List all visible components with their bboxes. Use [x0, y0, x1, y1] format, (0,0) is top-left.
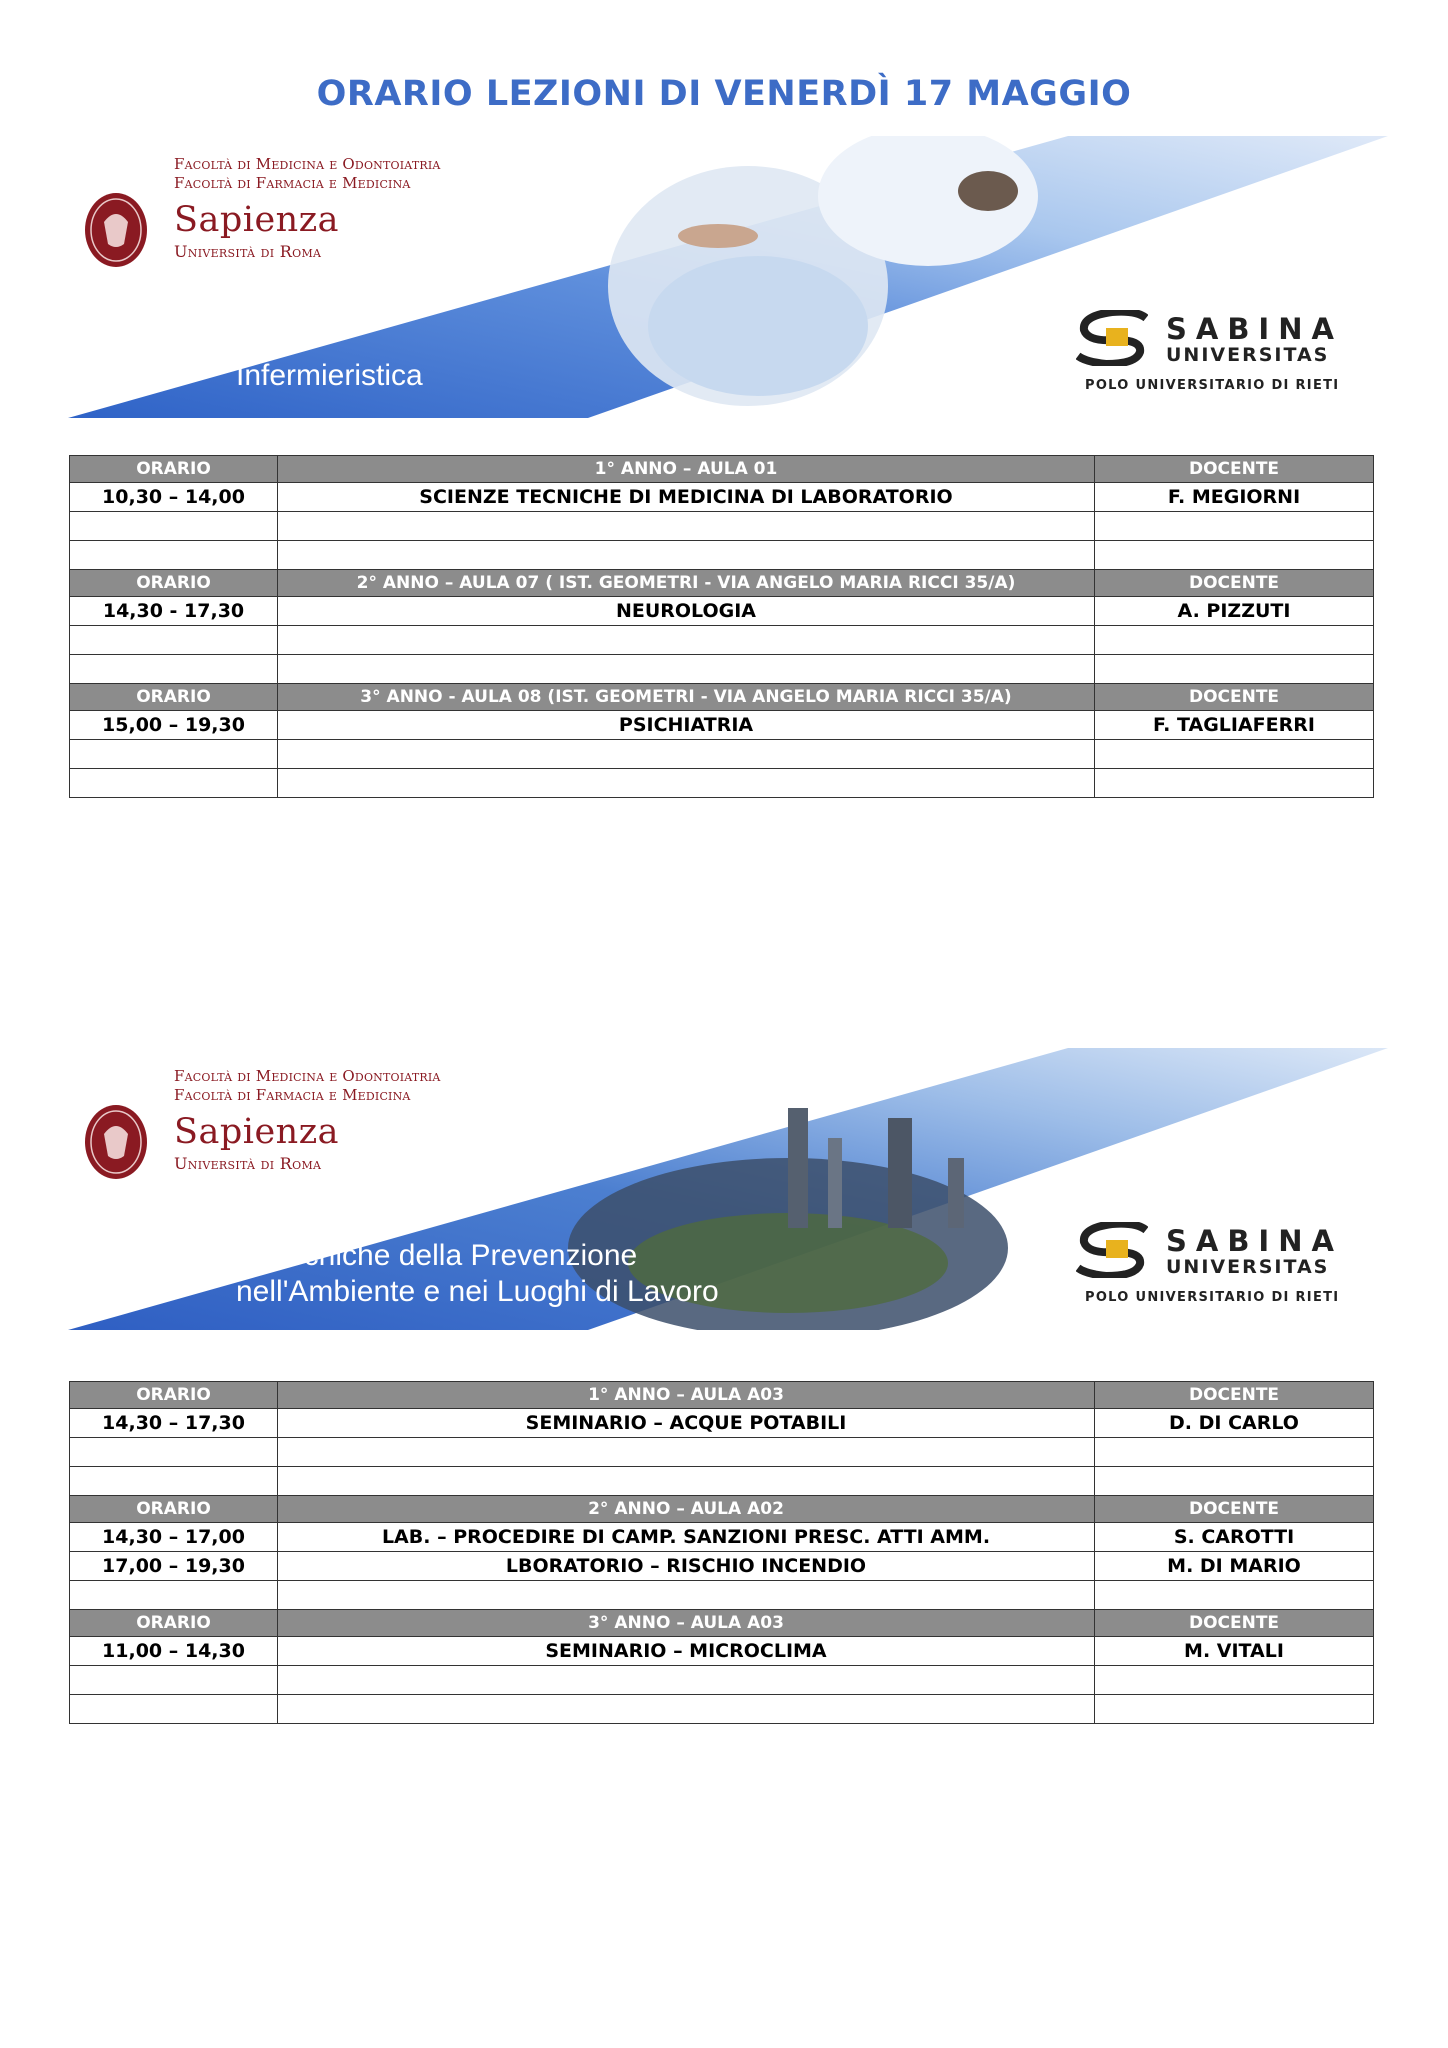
cell-docente: A. PIZZUTI — [1095, 597, 1374, 626]
cell-orario — [70, 1467, 278, 1496]
cell-docente: M. DI MARIO — [1095, 1552, 1374, 1581]
schedule-table-prevenzione — [69, 1381, 1374, 1724]
header-cell-orario: ORARIO — [70, 1496, 278, 1523]
university-name: Sapienza — [174, 200, 340, 240]
table-header-row — [70, 1610, 1374, 1637]
cell-lezione — [278, 541, 1095, 570]
header-cell-lezione: 3° ANNO - AULA 08 (IST. GEOMETRI - VIA ANGELO MARIA RICCI 35/A) — [278, 684, 1095, 711]
cell-lezione — [278, 512, 1095, 541]
cell-lezione — [278, 769, 1095, 798]
table-row — [70, 711, 1374, 740]
banner-prevenzione — [68, 1048, 1388, 1330]
partner-subtitle: UNIVERSITAS — [1166, 344, 1330, 366]
university-name: Sapienza — [174, 1112, 340, 1152]
cell-orario: 14,30 – 17,00 — [70, 1523, 278, 1552]
cell-orario: 11,00 – 14,30 — [70, 1637, 278, 1666]
table-row — [70, 1637, 1374, 1666]
header-cell-lezione: 3° ANNO – AULA A03 — [278, 1610, 1095, 1637]
university-subtitle: Università di Roma — [174, 1154, 322, 1173]
cell-orario: 10,30 – 14,00 — [70, 483, 278, 512]
cell-docente: M. VITALI — [1095, 1637, 1374, 1666]
cell-docente — [1095, 769, 1374, 798]
cell-orario — [70, 1438, 278, 1467]
cell-docente: F. TAGLIAFERRI — [1095, 711, 1374, 740]
course-name-line-2: nell'Ambiente e nei Luoghi di Lavoro — [236, 1275, 719, 1308]
table-header-row — [70, 456, 1374, 483]
cell-lezione: SCIENZE TECNICHE DI MEDICINA DI LABORATORIO — [278, 483, 1095, 512]
cell-orario — [70, 1666, 278, 1695]
table-row — [70, 597, 1374, 626]
cell-orario: 14,30 - 17,30 — [70, 597, 278, 626]
sabina-logo-icon — [1076, 310, 1148, 366]
cell-docente — [1095, 541, 1374, 570]
course-name-line-1: Tecniche della Prevenzione — [272, 1239, 638, 1272]
header-cell-orario: ORARIO — [70, 570, 278, 597]
cell-docente: S. CAROTTI — [1095, 1523, 1374, 1552]
table-row — [70, 626, 1374, 655]
partner-name: SABINA — [1166, 312, 1343, 346]
cell-docente — [1095, 1695, 1374, 1724]
cell-lezione — [278, 655, 1095, 684]
page-title: ORARIO LEZIONI DI VENERDÌ 17 MAGGIO — [316, 74, 1132, 114]
sapienza-seal-icon — [84, 192, 148, 268]
table-row — [70, 769, 1374, 798]
cell-docente — [1095, 655, 1374, 684]
header-cell-docente: DOCENTE — [1095, 1610, 1374, 1637]
cell-docente — [1095, 1581, 1374, 1610]
cell-orario: 17,00 – 19,30 — [70, 1552, 278, 1581]
header-cell-docente: DOCENTE — [1095, 684, 1374, 711]
faculty-line-1: Facoltà di Medicina e Odontoiatria — [174, 1067, 441, 1085]
header-cell-docente: DOCENTE — [1095, 1382, 1374, 1409]
table-row — [70, 512, 1374, 541]
cell-lezione: PSICHIATRIA — [278, 711, 1095, 740]
cell-lezione: NEUROLOGIA — [278, 597, 1095, 626]
cell-orario — [70, 512, 278, 541]
cell-orario — [70, 541, 278, 570]
cell-orario — [70, 1581, 278, 1610]
cell-lezione — [278, 626, 1095, 655]
cell-docente — [1095, 1438, 1374, 1467]
university-subtitle: Università di Roma — [174, 242, 322, 261]
cell-docente — [1095, 740, 1374, 769]
table-row — [70, 740, 1374, 769]
table-row — [70, 1695, 1374, 1724]
partner-subtitle: UNIVERSITAS — [1166, 1256, 1330, 1278]
cell-docente — [1095, 512, 1374, 541]
cell-lezione — [278, 1695, 1095, 1724]
partner-tagline: POLO UNIVERSITARIO DI RIETI — [1085, 1290, 1340, 1305]
header-cell-orario: ORARIO — [70, 684, 278, 711]
schedule-table-infermieristica — [69, 455, 1374, 798]
sabina-logo-icon — [1076, 1222, 1148, 1278]
cell-docente — [1095, 626, 1374, 655]
table-row — [70, 1438, 1374, 1467]
cell-lezione: SEMINARIO – MICROCLIMA — [278, 1637, 1095, 1666]
header-cell-lezione: 2° ANNO – AULA A02 — [278, 1496, 1095, 1523]
header-cell-lezione: 2° ANNO – AULA 07 ( IST. GEOMETRI - VIA ANGELO MARIA RICCI 35/A) — [278, 570, 1095, 597]
cell-orario — [70, 626, 278, 655]
table-row — [70, 483, 1374, 512]
faculty-line-2: Facoltà di Farmacia e Medicina — [174, 174, 411, 192]
table-header-row — [70, 684, 1374, 711]
table-row — [70, 541, 1374, 570]
table-header-row — [70, 1382, 1374, 1409]
header-cell-docente: DOCENTE — [1095, 1496, 1374, 1523]
partner-tagline: POLO UNIVERSITARIO DI RIETI — [1085, 378, 1340, 393]
cell-orario: 14,30 – 17,30 — [70, 1409, 278, 1438]
cell-docente: F. MEGIORNI — [1095, 483, 1374, 512]
cell-lezione — [278, 1438, 1095, 1467]
cell-docente: D. DI CARLO — [1095, 1409, 1374, 1438]
sapienza-seal-icon — [84, 1104, 148, 1180]
cell-docente — [1095, 1666, 1374, 1695]
cell-orario — [70, 769, 278, 798]
table-header-row — [70, 1496, 1374, 1523]
cell-orario: 15,00 – 19,30 — [70, 711, 278, 740]
table-row — [70, 1467, 1374, 1496]
cell-lezione — [278, 1666, 1095, 1695]
faculty-line-1: Facoltà di Medicina e Odontoiatria — [174, 155, 441, 173]
cell-orario — [70, 1695, 278, 1724]
header-cell-orario: ORARIO — [70, 1382, 278, 1409]
cell-lezione: LAB. – PROCEDIRE DI CAMP. SANZIONI PRESC. ATTI AMM. — [278, 1523, 1095, 1552]
cell-lezione: SEMINARIO – ACQUE POTABILI — [278, 1409, 1095, 1438]
faculty-line-2: Facoltà di Farmacia e Medicina — [174, 1086, 411, 1104]
cell-orario — [70, 655, 278, 684]
cell-docente — [1095, 1467, 1374, 1496]
cell-lezione: LBORATORIO – RISCHIO INCENDIO — [278, 1552, 1095, 1581]
cell-lezione — [278, 1581, 1095, 1610]
header-cell-docente: DOCENTE — [1095, 570, 1374, 597]
header-cell-orario: ORARIO — [70, 1610, 278, 1637]
table-row — [70, 1523, 1374, 1552]
header-cell-docente: DOCENTE — [1095, 456, 1374, 483]
cell-lezione — [278, 740, 1095, 769]
header-cell-orario: ORARIO — [70, 456, 278, 483]
table-row — [70, 1409, 1374, 1438]
table-row — [70, 1666, 1374, 1695]
partner-name: SABINA — [1166, 1224, 1343, 1258]
cell-orario — [70, 740, 278, 769]
header-cell-lezione: 1° ANNO – AULA 01 — [278, 456, 1095, 483]
header-cell-lezione: 1° ANNO – AULA A03 — [278, 1382, 1095, 1409]
table-row — [70, 1581, 1374, 1610]
table-header-row — [70, 570, 1374, 597]
cell-lezione — [278, 1467, 1095, 1496]
table-row — [70, 655, 1374, 684]
table-row — [70, 1552, 1374, 1581]
banner-infermieristica — [68, 136, 1388, 418]
course-name: Infermieristica — [236, 359, 423, 392]
